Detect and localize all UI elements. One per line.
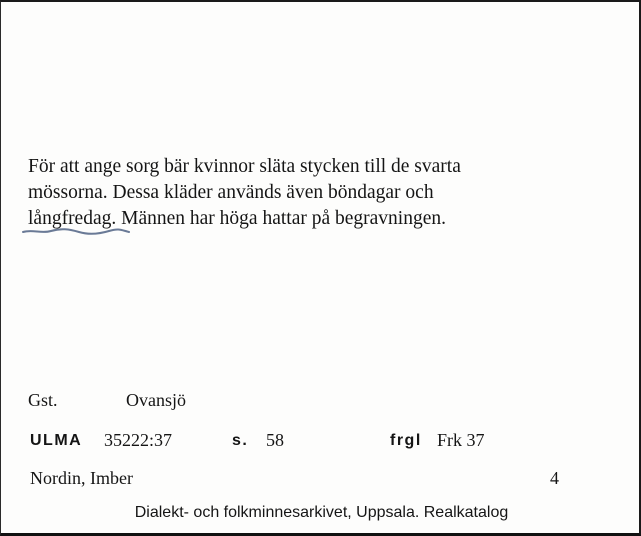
- body-line-1: För att ange sorg bär kvinnor släta stycken till de svarta: [28, 156, 461, 177]
- informant-name: Nordin, Imber: [30, 468, 133, 488]
- frgl-value: Frk 37: [437, 430, 485, 450]
- gst-label: Gst.: [28, 390, 58, 410]
- card-body-text: [28, 154, 608, 232]
- ulma-label: ULMA: [30, 432, 83, 449]
- gst-value: Ovansjö: [126, 390, 186, 410]
- page-number: 4: [550, 468, 559, 488]
- archive-footer: Dialekt- och folkminnesarkivet, Uppsala. Realkatalog: [134, 504, 509, 521]
- pencil-underline-mark: [21, 226, 131, 236]
- ulma-value: 35222:37: [104, 430, 173, 450]
- s-label: s.: [232, 432, 249, 449]
- s-value: 58: [266, 430, 284, 450]
- body-line-3: långfredag. Männen har höga hattar på begravningen.: [28, 208, 446, 229]
- frgl-label: frgl: [390, 432, 422, 449]
- body-line-2: mössorna. Dessa kläder används även böndagar och: [28, 182, 434, 203]
